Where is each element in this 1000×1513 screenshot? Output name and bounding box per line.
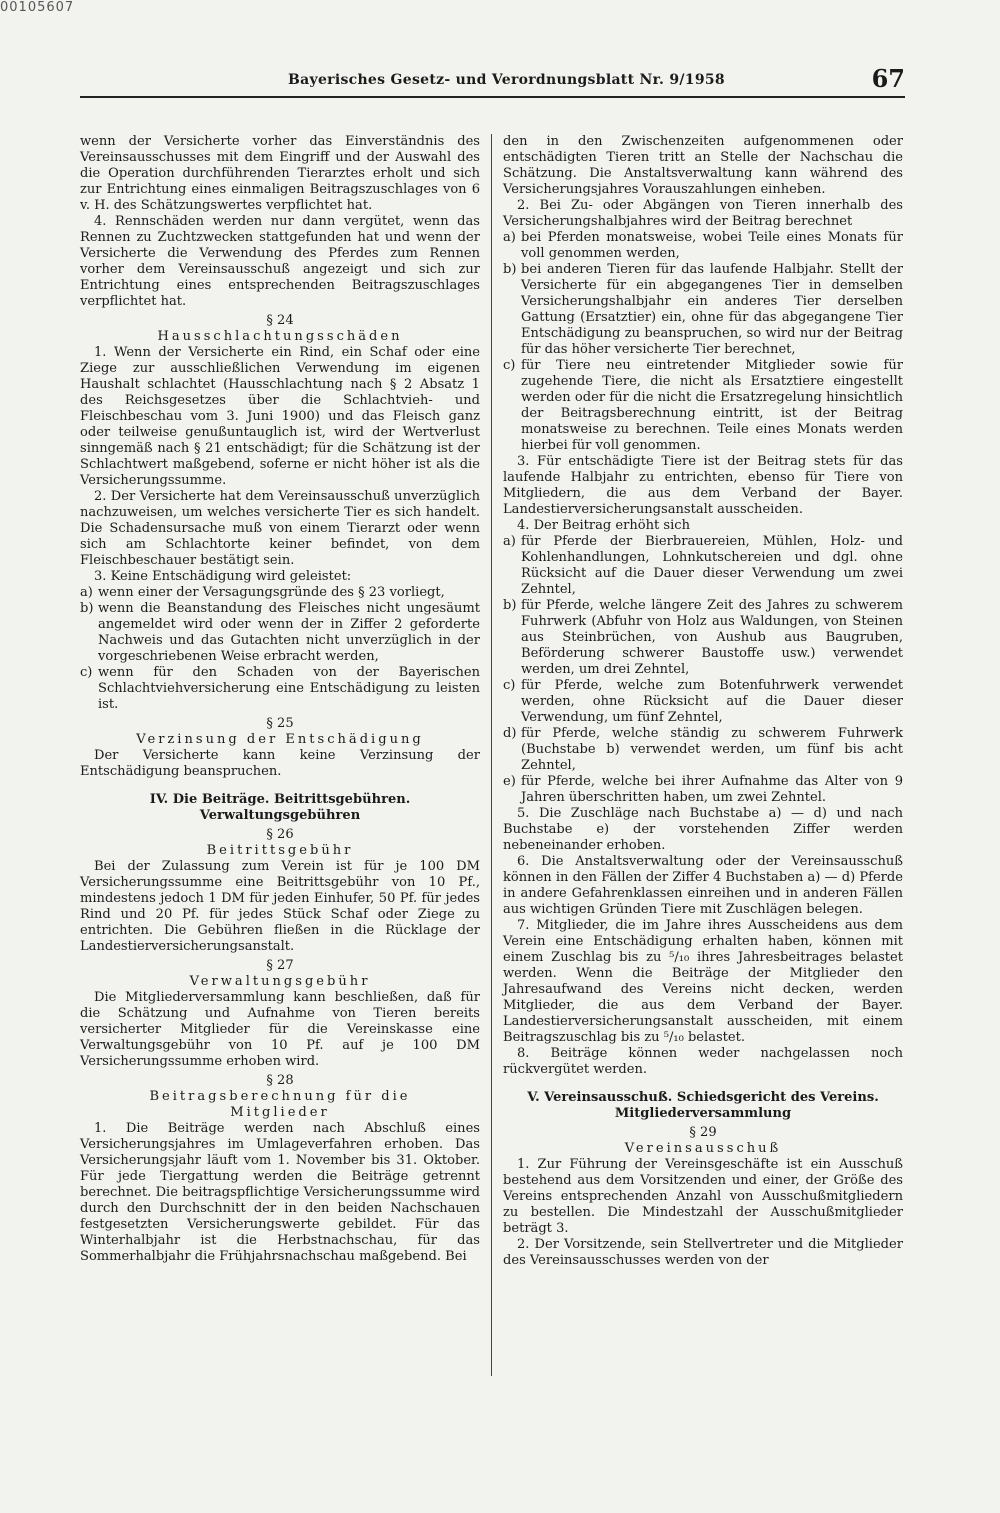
section-number: § 29 [689,1125,717,1140]
paragraph: den in den Zwischenzeiten aufgenommenen oder entschädigten Tieren tritt an Stelle der Nachschau die Schätzung. Die Anstaltsverwaltung kann während des Versicherungsjahres Vorauszahlungen einheben. [503,134,903,197]
section-number: § 26 [266,827,294,842]
paragraph: 1. Die Beiträge werden nach Abschluß eines Versicherungsjahres im Umlageverfahren erhoben. Das Versicherungsjahr läuft vom 1. November bis 31. Oktober. Für jede Tiergattung werden die Beiträge getrennt berechnet. Die beitragspflichtige Versicherungssumme wird durch den Durchschnitt der in den beiden Nachschauen festgesetzten Versicherungswerte gebildet. Für das Winterhalbjahr ist die Herbstnachschau, für das Sommerhalbjahr die Frühjahrsnachschau maßgebend. Bei [80,1121,480,1264]
list-item: b) für Pferde, welche längere Zeit des Jahres zu schwerem Fuhrwerk (Abfuhr von Holz aus Waldungen, von Steinen aus Steinbrüchen, von Aushub aus Baugruben, Beförderung schwerer Baustoffe usw.) verwendet werden, um drei Zehntel, [503,598,903,677]
paragraph: Der Versicherte kann keine Verzinsung der Entschädigung beanspruchen. [80,748,480,779]
right-column [503,134,903,1269]
section-title: Beitragsberechnung für die [149,1089,411,1104]
list-item: a) wenn einer der Versagungsgründe des § 23 vorliegt, [80,585,445,600]
section-title: Mitglieder [230,1105,330,1120]
section-number: § 28 [266,1073,294,1088]
paragraph: 7. Mitglieder, die im Jahre ihres Ausscheidens aus dem Verein eine Entschädigung erhalten haben, können mit einem Zuschlag bis zu ⁵/₁₀ ihres Jahresbeitrages belastet werden. Wenn die Beiträge der Mitglieder den Jahresaufwand des Vereins nicht decken, werden Mitglieder, die aus dem Verband der Bayer. Landestierversicherungsanstalt ausscheiden, mit einem Beitragszuschlag bis zu ⁵/₁₀ belastet. [503,918,903,1045]
list-item: a) für Pferde der Bierbrauereien, Mühlen, Holz- und Kohlenhandlungen, Lohnkutschereien und dgl. ohne Rücksicht auf die Dauer dieser Verwendung um zwei Zehntel, [503,534,903,597]
page-number: 67 [871,64,905,93]
part-heading: Mitgliederversammlung [614,1106,792,1121]
section-title: Vereinsausschuß [624,1141,782,1156]
archive-stamp: 00105607 [0,0,75,15]
section-number: § 27 [266,958,294,973]
section-title: Hausschlachtungsschäden [157,329,403,344]
paragraph: 2. Bei Zu- oder Abgängen von Tieren innerhalb des Versicherungshalbjahres wird der Beitrag berechnet [503,198,903,229]
part-heading: IV. Die Beiträge. Beitrittsgebühren. [149,792,411,807]
section-title: Beitrittsgebühr [206,843,354,858]
paragraph: 2. Der Versicherte hat dem Vereinsausschuß unverzüglich nachzuweisen, um welches versicherte Tier es sich handelt. Die Schadensursache muß von einem Tierarzt oder wenn sich am Schlachtorte keiner befindet, von dem Fleischbeschauer bestätigt sein. [80,489,480,568]
paragraph: 1. Zur Führung der Vereinsgeschäfte ist ein Ausschuß bestehend aus dem Vorsitzenden und einer, der Größe des Vereins entsprechenden Anzahl von Ausschußmitgliedern zu bestellen. Die Mindestzahl der Ausschußmitglieder beträgt 3. [503,1157,903,1236]
section-title: Verwaltungsgebühr [189,974,371,989]
list-item: b) bei anderen Tieren für das laufende Halbjahr. Stellt der Versicherte für ein abgegangenes Tier in demselben Versicherungshalbjahr ein anderes Tier derselben Gattung (Ersatztier) ein, ohne für das abgegangene Tier Entschädigung zu beanspruchen, so wird nur der Beitrag für das höher versicherte Tier berechnet, [503,262,903,357]
part-heading: Verwaltungsgebühren [199,808,361,823]
list-item: c) für Tiere neu eintretender Mitglieder sowie für zugehende Tiere, die nicht als Ersatztiere eingestellt werden oder für die nicht die Ersatzregelung hinsichtlich der Beitragsberechnung eintritt, ist der Beitrag monatsweise zu berechnen. Teile eines Monats werden hierbei für voll genommen. [503,358,903,453]
list-item: c) für Pferde, welche zum Botenfuhrwerk verwendet werden, ohne Rücksicht auf die Dauer dieser Verwendung, um fünf Zehntel, [503,678,903,725]
paragraph: 6. Die Anstaltsverwaltung oder der Vereinsausschuß können in den Fällen der Ziffer 4 Buchstaben a) — d) Pferde in andere Gefahrenklassen einreihen und in anderen Fällen aus wichtigen Gründen Tiere mit Zuschlägen belegen. [503,854,903,917]
paragraph: 5. Die Zuschläge nach Buchstabe a) — d) und nach Buchstabe e) der vorstehenden Ziffer werden nebeneinander erhoben. [503,806,903,853]
paragraph: Bei der Zulassung zum Verein ist für je 100 DM Versicherungssumme eine Beitrittsgebühr von 10 Pf., mindestens jedoch 1 DM für jeden Einhufer, 50 Pf. für jedes Rind und 20 Pf. für jedes Stück Schaf oder Ziege zu entrichten. Die Gebühren fließen in die Rücklage der Landestierversicherungsanstalt. [80,859,480,954]
list-item: b) wenn die Beanstandung des Fleisches nicht ungesäumt angemeldet wird oder wenn der in Ziffer 2 geforderte Nachweis und das Gutachten nicht unverzüglich in der vorgeschriebenen Weise erbracht werden, [80,601,480,664]
section-number: § 24 [266,313,294,328]
column-divider [491,134,492,1376]
paragraph: 8. Beiträge können weder nachgelassen noch rückvergütet werden. [503,1046,903,1077]
paragraph: 4. Rennschäden werden nur dann vergütet, wenn das Rennen zu Zuchtzwecken stattgefunden hat und wenn der Versicherte die Verwendung des Pferdes zum Rennen vorher dem Vereinsausschuß angezeigt und sich zur Entrichtung eines entsprechenden Beitragszuschlages verpflichtet hat. [80,214,480,309]
list-item: d) für Pferde, welche ständig zu schwerem Fuhrwerk (Buchstabe b) verwendet werden, um fünf bis acht Zehntel, [503,726,903,773]
paragraph: wenn der Versicherte vorher das Einverständnis des Vereinsausschusses mit dem Eingriff und der Auswahl des die Operation durchführenden Tierarztes erholt und sich zur Entrichtung eines einmaligen Beitragszuschlages von 6 v. H. des Schätzungswertes verpflichtet hat. [80,134,480,213]
journal-title: Bayerisches Gesetz- und Verordnungsblatt Nr. 9/1958 [288,72,725,88]
paragraph: Die Mitgliederversammlung kann beschließen, daß für die Schätzung und Aufnahme von Tieren bereits versicherter Mitglieder für die Vereinskasse eine Verwaltungsgebühr von 10 Pf. auf je 100 DM Versicherungssumme erhoben wird. [80,990,480,1069]
list-item: c) wenn für den Schaden von der Bayerischen Schlachtviehversicherung eine Entschädigung zu leisten ist. [80,665,480,712]
paragraph: 3. Für entschädigte Tiere ist der Beitrag stets für das laufende Halbjahr zu entrichten, ebenso für Tiere von Mitgliedern, die aus dem Verband der Bayer. Landestierversicherungsanstalt ausscheiden. [503,454,903,517]
left-column [80,134,480,1265]
list-item: a) bei Pferden monatsweise, wobei Teile eines Monats für voll genommen werden, [503,230,903,261]
section-number: § 25 [266,716,294,731]
section-title: Verzinsung der Entschädigung [136,732,424,747]
list-item: e) für Pferde, welche bei ihrer Aufnahme das Alter von 9 Jahren überschritten haben, um zwei Zehntel. [503,774,903,805]
paragraph: 2. Der Vorsitzende, sein Stellvertreter und die Mitglieder des Vereinsausschusses werden von der [503,1237,903,1268]
paragraph: 1. Wenn der Versicherte ein Rind, ein Schaf oder eine Ziege zur ausschließlichen Verwendung im eigenen Haushalt schlachtet (Hausschlachtung nach § 2 Absatz 1 des Reichsgesetzes über die Schlachtvieh- und Fleischbeschau vom 3. Juni 1900) und das Fleisch ganz oder teilweise genußuntauglich ist, wird der Wertverlust sinngemäß nach § 21 entschädigt; für die Schätzung ist der Schlachtwert maßgebend, soferne er nicht höher ist als die Versicherungssumme. [80,345,480,488]
paragraph: 4. Der Beitrag erhöht sich [517,518,690,533]
page-header [80,64,905,98]
paragraph: 3. Keine Entschädigung wird geleistet: [94,569,352,584]
part-heading: V. Vereinsausschuß. Schiedsgericht des Vereins. [527,1090,879,1105]
